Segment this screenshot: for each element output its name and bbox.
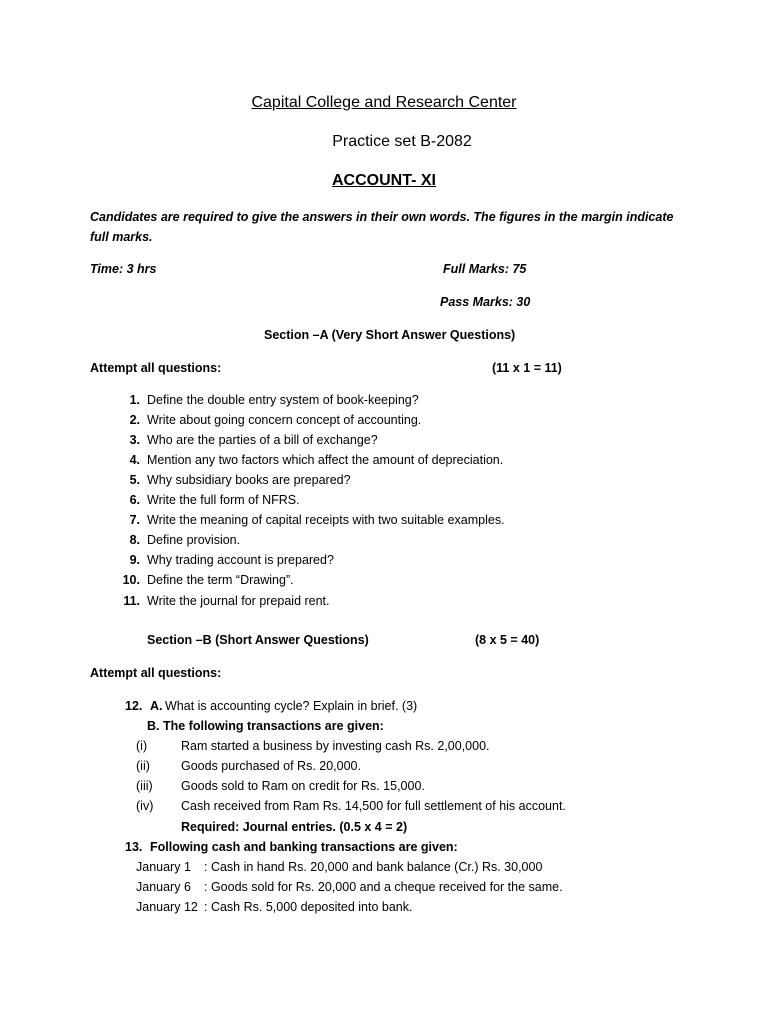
question-text: Who are the parties of a bill of exchange? xyxy=(147,433,378,447)
section-a-marks: (11 x 1 = 11) xyxy=(492,361,562,375)
section-b-marks: (8 x 5 = 40) xyxy=(475,633,540,647)
roman-numeral: (i) xyxy=(136,739,148,753)
roman-numeral: (iv) xyxy=(136,799,154,813)
question-number: 8. xyxy=(129,533,140,547)
practice-set-title: Practice set B-2082 xyxy=(332,133,472,150)
section-a-attempt: Attempt all questions: xyxy=(90,361,222,375)
question-number: 12. xyxy=(125,699,143,713)
section-b-title: Section –B (Short Answer Questions) xyxy=(147,633,369,647)
question-number: 7. xyxy=(129,513,140,527)
question-text: Define the double entry system of book-keeping? xyxy=(147,393,419,407)
entry-date: January 6 xyxy=(136,880,191,894)
question-number: 1. xyxy=(129,393,140,407)
question-number: 9. xyxy=(129,553,140,567)
section-b-attempt: Attempt all questions: xyxy=(90,666,222,680)
question-number: 6. xyxy=(129,493,140,507)
time-label: Time: 3 hrs xyxy=(90,262,157,276)
part-a-label: A. xyxy=(150,699,163,713)
question-text: Why trading account is prepared? xyxy=(147,553,334,567)
question-text: Mention any two factors which affect the amount of depreciation. xyxy=(147,453,504,467)
entry-text: : Cash Rs. 5,000 deposited into bank. xyxy=(204,900,413,914)
question-text: Why subsidiary books are prepared? xyxy=(147,473,351,487)
full-marks-label: Full Marks: 75 xyxy=(443,262,527,276)
question-text: Define the term “Drawing”. xyxy=(147,573,294,587)
question-number: 5. xyxy=(129,473,140,487)
roman-numeral: (iii) xyxy=(136,779,153,793)
question-text: Write the meaning of capital receipts with two suitable examples. xyxy=(147,513,505,527)
college-name: Capital College and Research Center xyxy=(251,94,517,111)
question-number: 3. xyxy=(129,433,140,447)
question-text: Define provision. xyxy=(147,533,241,547)
entry-date: January 1 xyxy=(136,860,191,874)
required-text: Required: Journal entries. (0.5 x 4 = 2) xyxy=(181,820,408,834)
question-number: 2. xyxy=(129,413,140,427)
q13-heading: Following cash and banking transactions are given: xyxy=(150,840,458,854)
entry-text: : Goods sold for Rs. 20,000 and a cheque received for the same. xyxy=(204,880,563,894)
transaction-text: Goods sold to Ram on credit for Rs. 15,000. xyxy=(181,779,425,793)
entry-text: : Cash in hand Rs. 20,000 and bank balance (Cr.) Rs. 30,000 xyxy=(204,860,543,874)
section-a-title: Section –A (Very Short Answer Questions) xyxy=(264,328,516,342)
transaction-text: Cash received from Ram Rs. 14,500 for full settlement of his account. xyxy=(181,799,566,813)
pass-marks-label: Pass Marks: 30 xyxy=(440,295,531,309)
part-b-heading: B. The following transactions are given: xyxy=(147,719,384,733)
subject-title: ACCOUNT- XI xyxy=(332,172,436,189)
question-text: Write the full form of NFRS. xyxy=(147,493,300,507)
question-text: Write about going concern concept of accounting. xyxy=(147,413,422,427)
question-number: 11. xyxy=(123,594,140,608)
instructions: Candidates are required to give the answers in their own words. The figures in the margin indicate full marks. xyxy=(90,210,674,244)
question-number: 10. xyxy=(122,573,140,587)
entry-date: January 12 xyxy=(136,900,198,914)
question-number: 13. xyxy=(125,840,143,854)
question-text: Write the journal for prepaid rent. xyxy=(147,594,330,608)
roman-numeral: (ii) xyxy=(136,759,150,773)
part-a-text: What is accounting cycle? Explain in brief. (3) xyxy=(165,699,418,713)
transaction-text: Ram started a business by investing cash Rs. 2,00,000. xyxy=(181,739,490,753)
question-number: 4. xyxy=(129,453,140,467)
transaction-text: Goods purchased of Rs. 20,000. xyxy=(181,759,361,773)
